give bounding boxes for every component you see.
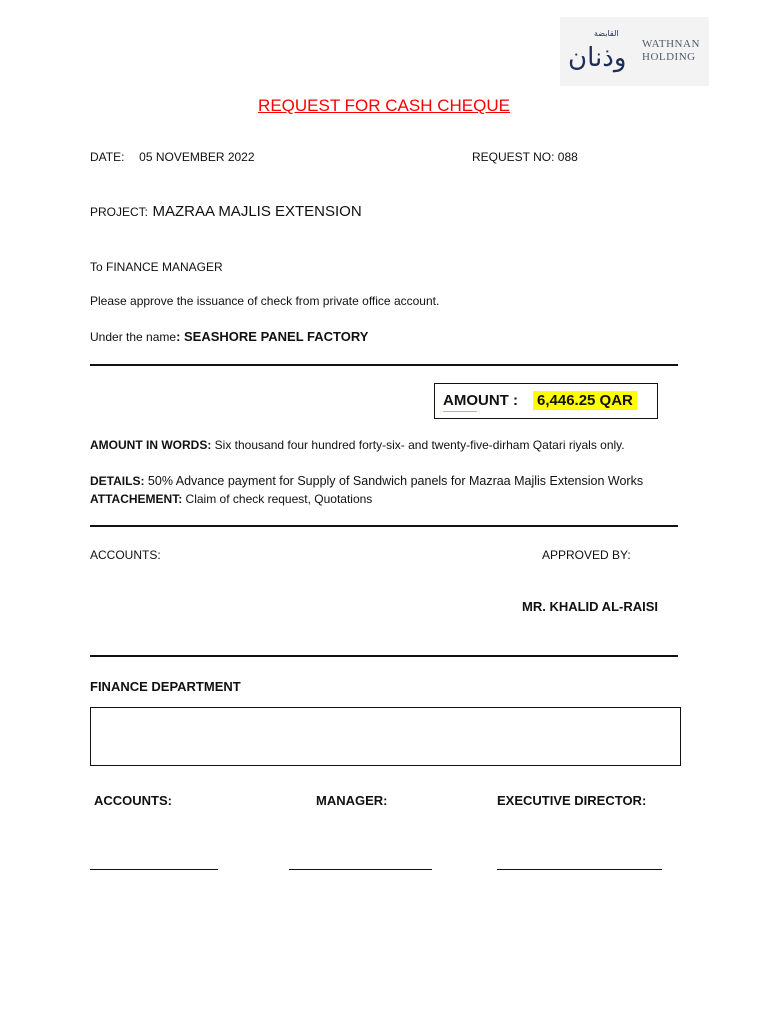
details-value: 50% Advance payment for Supply of Sandwich panels for Mazraa Majlis Extension Works [144, 474, 644, 488]
divider [90, 525, 678, 527]
attachment-value: Claim of check request, Quotations [182, 492, 373, 506]
amount-label: AMOUNT : [443, 392, 518, 409]
details-label: DETAILS: [90, 474, 145, 488]
signature-line-manager [289, 869, 432, 870]
payee-label: Under the name [90, 330, 177, 344]
request-number: REQUEST NO: 088 [472, 150, 578, 164]
svg-text:وذنان: وذنان [568, 43, 627, 73]
approve-request-text: Please approve the issuance of check from private office account. [90, 294, 440, 308]
signature-executive-director-label: EXECUTIVE DIRECTOR: [497, 793, 647, 808]
logo-text [642, 38, 700, 64]
accounts-label: ACCOUNTS: [90, 548, 161, 562]
document-title: REQUEST FOR CASH CHEQUE [258, 96, 510, 115]
amount-words-value: Six thousand four hundred forty-six- and twenty-five-dirham Qatari riyals only. [211, 438, 625, 452]
project-line [90, 203, 362, 221]
amount-underline [443, 411, 477, 412]
signature-line-accounts [90, 869, 218, 870]
project-label: PROJECT: [90, 205, 149, 219]
date-value: 05 NOVEMBER 2022 [139, 150, 255, 164]
finance-department-heading: FINANCE DEPARTMENT [90, 679, 241, 694]
logo-line-1: WATHNAN [642, 38, 700, 50]
amount-in-words [90, 438, 690, 452]
approved-by-label: APPROVED BY: [542, 548, 631, 562]
logo-line-2: HOLDING [642, 51, 696, 63]
date-label: DATE: [90, 150, 125, 164]
signature-accounts-label: ACCOUNTS: [94, 793, 172, 808]
finance-remarks-box [90, 707, 681, 766]
amount-words-label: AMOUNT IN WORDS: [90, 438, 212, 452]
details-line [90, 474, 710, 488]
signature-manager-label: MANAGER: [316, 793, 388, 808]
attachment-line [90, 492, 372, 506]
signature-line-executive-director [497, 869, 662, 870]
payee-value: : SEASHORE PANEL FACTORY [176, 329, 369, 344]
approver-name: MR. KHALID AL-RAISI [522, 599, 659, 614]
to-line: To FINANCE MANAGER [90, 260, 223, 274]
date-line [90, 150, 255, 164]
divider [90, 655, 678, 657]
payee-line [90, 328, 368, 346]
divider [90, 364, 678, 366]
amount-value: 6,446.25 QAR [533, 391, 637, 410]
attachment-label: ATTACHEMENT: [90, 492, 183, 506]
arabic-logo-mark [566, 24, 632, 76]
svg-text:القابضة: القابضة [594, 29, 619, 38]
project-value: MAZRAA MAJLIS EXTENSION [152, 203, 362, 220]
